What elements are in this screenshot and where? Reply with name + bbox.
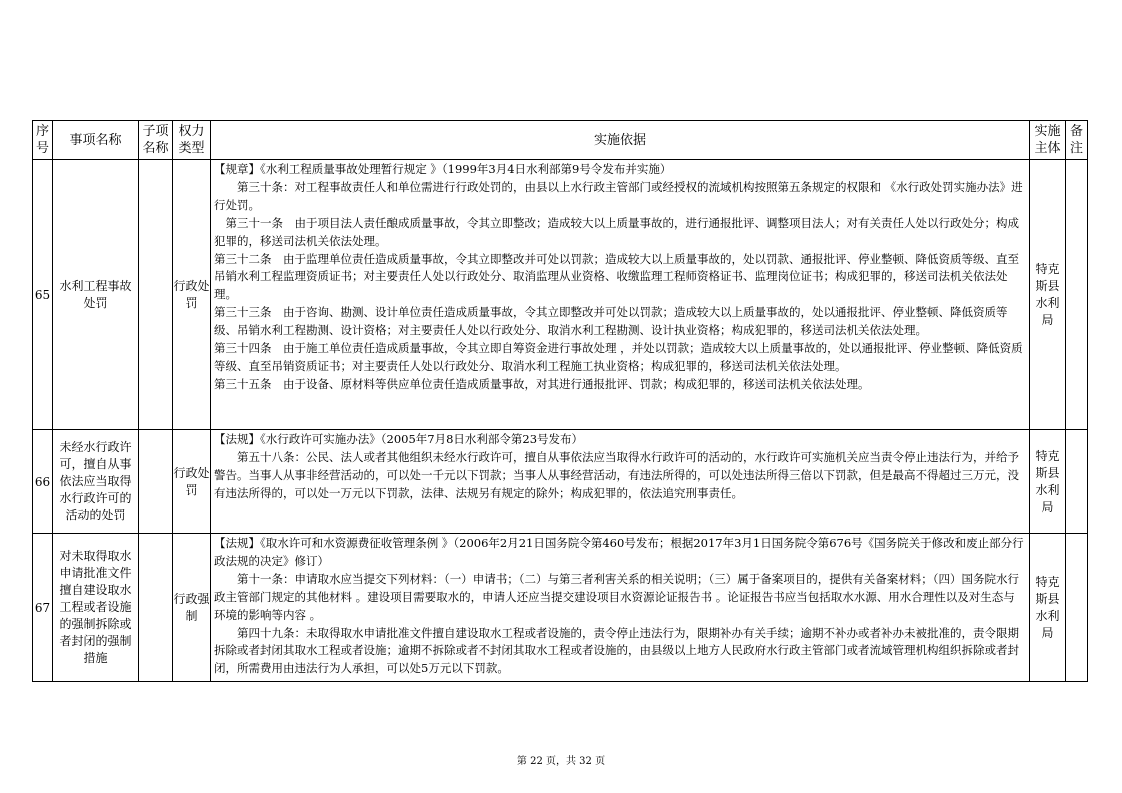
table-row	[33, 430, 1088, 534]
table-row	[33, 160, 1088, 430]
implementing-body: 特克斯县水利局	[1030, 534, 1066, 682]
power-type: 行政处罚	[173, 430, 211, 534]
power-type: 行政处罚	[173, 160, 211, 430]
implementing-body: 特克斯县水利局	[1030, 430, 1066, 534]
sub-item-name	[139, 160, 173, 430]
sub-item-name	[139, 534, 173, 682]
header-no: 序号	[33, 121, 53, 160]
remarks	[1066, 160, 1088, 430]
basis-article: 第三十二条 由于监理单位责任造成质量事故，令其立即整改并可处以罚款；造成较大以上质量事故的，处以罚款、通报批评、停业整顿、降低资质等级、直至吊销水利工程监理资质证书；对主要责任人处以行政处分、取消监理从业资格、收缴监理工程师资格证书、监理岗位证书；构成犯罪的，移送司法机关依法处理。	[214, 251, 1019, 302]
item-name: 水利工程事故处罚	[53, 160, 139, 430]
header-basis: 实施依据	[211, 121, 1030, 160]
table-header-row	[33, 121, 1088, 160]
basis-article: 第三十四条 由于施工单位责任造成质量事故，令其立即自筹资金进行事故处理 ，并处以罚款；造成较大以上质量事故的，处以通报批评、停业整顿、降低资质等级、直至吊销资质证书；对主要责任人处以行政处分、取消水利工程施工执业资格；构成犯罪的，移送司法机关依法处理。	[214, 341, 1023, 373]
basis-article: 第三十五条 由于设备、原材料等供应单位责任造成质量事故，对其进行通报批评、罚款；构成犯罪的，移送司法机关依法处理。	[214, 376, 870, 391]
basis-source-title: 【法规】《水行政许可实施办法》（2005年7月8日水利部令第23号发布）	[214, 432, 584, 446]
basis-article: 第三十一条 由于项目法人责任酿成质量事故，令其立即整改；造成较大以上质量事故的，进行通报批评、调整项目法人；对有关责任人处以行政处分；构成犯罪的，移送司法机关依法处理。	[214, 215, 1019, 248]
basis-article: 第三十三条 由于咨询、勘测、设计单位责任造成质量事故，令其立即整改并可处以罚款；造成较大以上质量事故的，处以通报批评、停业整顿、降低资质等级、吊销水利工程勘测、设计资格；对主要责任人处以行政处分、取消水利工程勘测、设计执业资格；构成犯罪的，移送司法机关依法处理。	[214, 305, 1008, 338]
header-body: 实施主体	[1030, 121, 1066, 160]
basis-source-title: 【规章】《水利工程质量事故处理暂行规定 》（1999年3月4日水利部第9号令发布并实施）	[214, 162, 672, 176]
basis-article: 第三十条：对工程事故责任人和单位需进行行政处罚的，由县以上水行政主管部门或经授权的流域机构按照第五条规定的权限和 《水行政处罚实施办法》进行处罚。	[214, 179, 1023, 212]
row-number: 65	[33, 160, 53, 430]
basis-article: 第十一条：申请取水应当提交下列材料：（一）申请书；（二）与第三者利害关系的相关说明；（三）属于备案项目的，提供有关备案材料；（四）国务院水行政主管部门规定的其他材料 。建设项目需要取水的，申请人还应当提交建设项目水资源论证报告书 。论证报告书应当包括取水水源、用水合理性以及对生态与环境的影响等内容 。	[214, 571, 1019, 622]
basis-source-title: 【法规】《取水许可和水资源费征收管理条例 》（2006年2月21日国务院令第460号发布；根据2017年3月1日国务院令第676号《国务院关于修改和废止部分行政法规的决定》修订）	[214, 536, 1024, 568]
implementation-basis	[211, 430, 1030, 534]
row-number: 66	[33, 430, 53, 534]
basis-article: 第四十九条：未取得取水申请批准文件擅自建设取水工程或者设施的，责令停止违法行为，限期补办有关手续；逾期不补办或者补办未被批准的，责令限期拆除或者封闭其取水工程或者设施；逾期不拆除或者不封闭其取水工程或者设施的，由县级以上地方人民政府水行政主管部门或者流域管理机构组织拆除或者封闭，所需费用由违法行为人承担，可以处5万元以下罚款。	[214, 625, 1019, 676]
header-type: 权力类型	[173, 121, 211, 160]
implementation-basis	[211, 534, 1030, 682]
item-name: 未经水行政许可，擅自从事依法应当取得水行政许可的活动的处罚	[53, 430, 139, 534]
implementation-basis	[211, 160, 1030, 430]
item-name: 对未取得取水申请批准文件擅自建设取水工程或者设施的强制拆除或者封闭的强制措施	[53, 534, 139, 682]
remarks	[1066, 534, 1088, 682]
table-row	[33, 534, 1088, 682]
page-footer: 第 22 页，共 32 页	[516, 756, 606, 767]
header-name: 事项名称	[53, 121, 139, 160]
header-sub: 子项名称	[139, 121, 173, 160]
implementing-body: 特克斯县水利局	[1030, 160, 1066, 430]
remarks	[1066, 430, 1088, 534]
basis-article: 第五十八条：公民、法人或者其他组织未经水行政许可，擅自从事依法应当取得水行政许可的活动的，水行政许可实施机关应当责令停止违法行为，并给予警告。当事人从事非经营活动的，可以处一千元以下罚款；当事人从事经营活动，有违法所得的，可以处违法所得三倍以下罚款，但是最高不得超过三万元，没有违法所得的，可以处一万元以下罚款，法律、法规另有规定的除外；构成犯罪的，依法追究刑事责任。	[214, 449, 1019, 500]
enforcement-basis-table	[32, 120, 1088, 682]
header-note: 备注	[1066, 121, 1088, 160]
sub-item-name	[139, 430, 173, 534]
row-number: 67	[33, 534, 53, 682]
power-type: 行政强制	[173, 534, 211, 682]
